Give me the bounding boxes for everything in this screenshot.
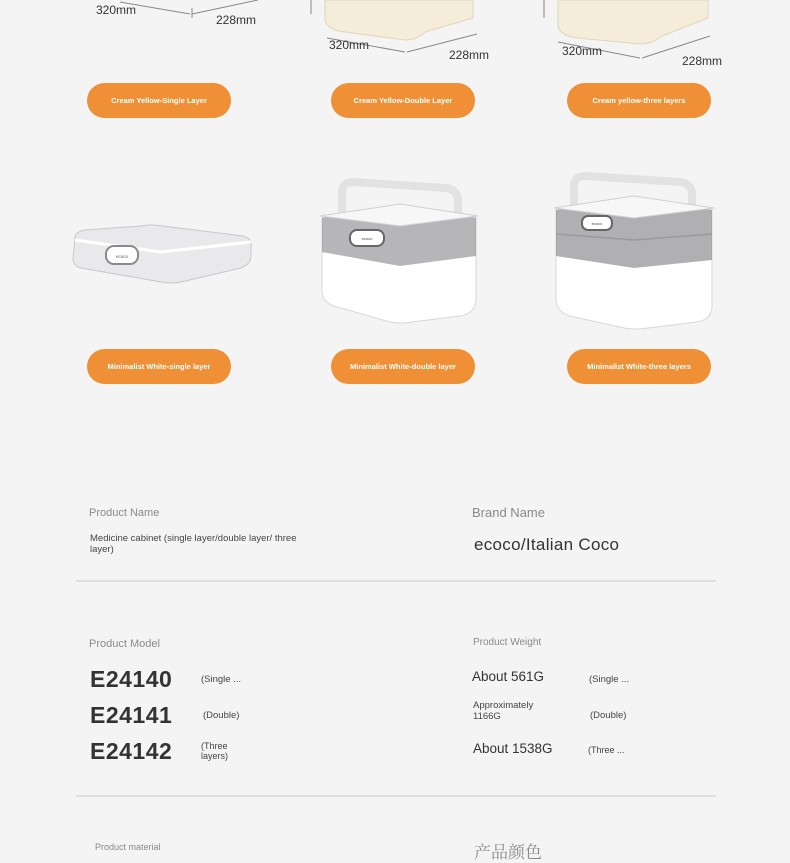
weight-value: Approximately 1166G <box>473 700 534 722</box>
depth-label: 228mm <box>449 48 490 62</box>
divider <box>76 580 716 582</box>
width-label: 320mm <box>329 38 370 52</box>
product-material-label: Product material <box>95 842 161 852</box>
depth-label: 228mm <box>682 54 723 68</box>
product-name-label: Product Name <box>89 507 160 519</box>
cream-yellow-double-button[interactable]: Cream Yellow-Double Layer <box>331 83 475 118</box>
product-color-label: 产品颜色 <box>474 843 542 862</box>
cream-yellow-three-button[interactable]: Cream yellow-three layers <box>567 83 711 118</box>
model-code: E24142 <box>90 738 173 764</box>
weight-note: (Single ... <box>589 674 630 685</box>
white-double-box-image <box>320 178 480 324</box>
weight-note: (Double) <box>590 710 627 721</box>
model-code: E24140 <box>90 666 173 692</box>
weight-value: About 561G <box>472 669 545 684</box>
width-label: 320mm <box>96 3 137 17</box>
product-name-value: Medicine cabinet (single layer/double layer/ three layer) <box>90 533 297 555</box>
divider <box>76 795 716 797</box>
logo-text: ecoco <box>115 254 129 259</box>
logo-text: ecoco <box>361 236 373 241</box>
brand-name-label: Brand Name <box>472 505 545 520</box>
minimalist-white-double-button[interactable]: Minimalist White-double layer <box>331 349 475 384</box>
weight-value: About 1538G <box>473 741 553 756</box>
cream-yellow-single-button[interactable]: Cream Yellow-Single Layer <box>87 83 231 118</box>
product-model-label: Product Model <box>89 638 160 650</box>
model-note: (Double) <box>203 710 240 721</box>
product-weight-label: Product Weight <box>473 637 542 648</box>
weight-note: (Three ... <box>588 745 625 755</box>
brand-name-value: ecoco/Italian Coco <box>474 535 620 554</box>
model-note: (Single ... <box>201 674 242 685</box>
logo-text: ecoco <box>591 221 603 226</box>
white-single-box-image <box>71 224 255 284</box>
depth-label: 228mm <box>216 13 257 27</box>
model-note: (Three layers) <box>201 741 229 761</box>
model-code: E24141 <box>90 702 173 728</box>
minimalist-white-single-button[interactable]: Minimalist White-single layer <box>87 349 231 384</box>
minimalist-white-three-button[interactable]: Minimalist White-three layers <box>567 349 711 384</box>
white-three-box-image <box>554 174 714 330</box>
width-label: 320mm <box>562 44 603 58</box>
